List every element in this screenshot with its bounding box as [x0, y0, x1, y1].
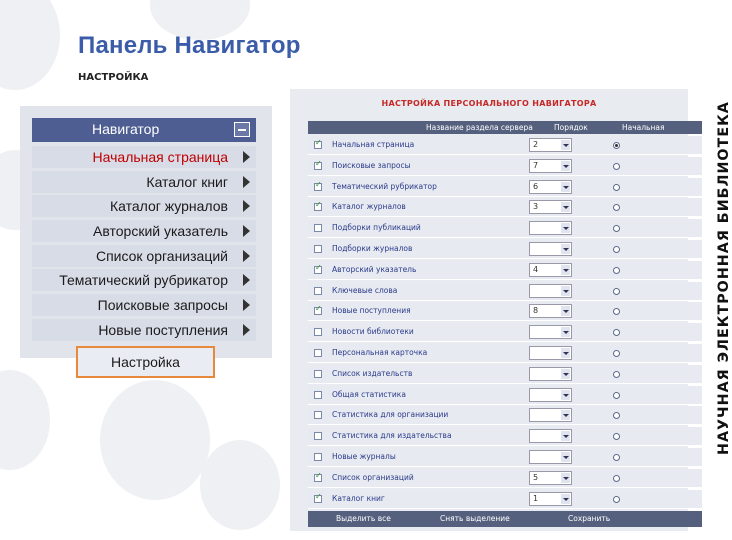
- order-value: 6: [533, 181, 539, 191]
- row-name: Список организаций: [332, 472, 414, 482]
- start-page-radio[interactable]: [613, 433, 620, 440]
- chevron-down-icon: [561, 140, 570, 150]
- start-page-radio[interactable]: [613, 454, 620, 461]
- row-checkbox[interactable]: [314, 391, 322, 399]
- table-row: [308, 469, 702, 488]
- chevron-down-icon: [561, 244, 570, 254]
- row-checkbox[interactable]: [314, 266, 322, 274]
- table-row: [308, 219, 702, 238]
- start-page-radio[interactable]: [613, 329, 620, 336]
- order-value: 7: [533, 160, 539, 170]
- row-name: Каталог книг: [332, 493, 385, 503]
- page-subtitle: НАСТРОЙКА: [78, 72, 149, 83]
- nav-item-new-arrivals[interactable]: [32, 319, 256, 341]
- chevron-down-icon: [561, 286, 570, 296]
- chevron-down-icon: [561, 306, 570, 316]
- nav-item-label: Новые поступления: [98, 322, 228, 338]
- order-select[interactable]: [529, 304, 572, 318]
- arrow-right-icon: [243, 200, 250, 212]
- row-name: Каталог журналов: [332, 202, 406, 212]
- row-name: Ключевые слова: [332, 285, 398, 295]
- save-button[interactable]: Сохранить: [568, 514, 611, 523]
- order-select[interactable]: [529, 180, 572, 194]
- decor-blob: [200, 440, 280, 530]
- decor-blob: [0, 370, 50, 470]
- chevron-down-icon: [561, 327, 570, 337]
- table-row: [308, 406, 702, 425]
- row-checkbox[interactable]: [314, 183, 322, 191]
- order-select[interactable]: [529, 284, 572, 298]
- decor-blob: [100, 380, 210, 500]
- chevron-down-icon: [561, 223, 570, 233]
- table-row: [308, 427, 702, 446]
- start-page-radio[interactable]: [613, 204, 620, 211]
- order-select[interactable]: [529, 408, 572, 422]
- row-name: Поисковые запросы: [332, 160, 411, 170]
- order-select[interactable]: [529, 263, 572, 277]
- start-page-radio[interactable]: [613, 392, 620, 399]
- order-value: 8: [533, 306, 539, 316]
- arrow-right-icon: [243, 176, 250, 188]
- navigator-header: [32, 118, 256, 142]
- arrow-right-icon: [243, 151, 250, 163]
- table-row: [308, 344, 702, 363]
- table-row: [308, 178, 702, 197]
- arrow-right-icon: [243, 250, 250, 262]
- table-row: [308, 282, 702, 301]
- column-header-start: Начальная: [622, 123, 665, 132]
- start-page-radio[interactable]: [613, 412, 620, 419]
- order-select[interactable]: [529, 242, 572, 256]
- nav-item-label: Каталог журналов: [109, 198, 228, 214]
- start-page-radio[interactable]: [613, 475, 620, 482]
- order-select[interactable]: [529, 200, 572, 214]
- chevron-down-icon: [561, 390, 570, 400]
- order-select[interactable]: [529, 429, 572, 443]
- start-page-radio[interactable]: [613, 350, 620, 357]
- row-name: Статистика для издательства: [332, 431, 452, 441]
- chevron-down-icon: [561, 348, 570, 358]
- table-row: [308, 240, 702, 259]
- chevron-down-icon: [561, 473, 570, 483]
- arrow-right-icon: [243, 225, 250, 237]
- order-select[interactable]: [529, 159, 572, 173]
- chevron-down-icon: [561, 431, 570, 441]
- table-row: [308, 386, 702, 405]
- row-checkbox[interactable]: [314, 328, 322, 336]
- order-select[interactable]: [529, 221, 572, 235]
- row-name: Начальная страница: [332, 140, 415, 149]
- nav-item-search-queries[interactable]: [32, 294, 256, 316]
- table-row: [308, 198, 702, 217]
- start-page-radio[interactable]: [613, 371, 620, 378]
- order-select[interactable]: [529, 367, 572, 381]
- nav-item-label: Список организаций: [95, 248, 228, 264]
- table-header: [308, 121, 702, 134]
- row-name: Общая статистика: [332, 389, 406, 399]
- table-row: [308, 136, 702, 155]
- start-page-radio[interactable]: [613, 267, 620, 274]
- nav-item-label: Поисковые запросы: [97, 297, 228, 313]
- chevron-down-icon: [561, 265, 570, 275]
- clear-selection-button[interactable]: Снять выделение: [440, 514, 510, 523]
- arrow-right-icon: [243, 274, 250, 286]
- order-value: 5: [533, 472, 539, 482]
- table-row: [308, 365, 702, 384]
- nav-item-journal-catalog[interactable]: [32, 195, 256, 217]
- navigator-header-label: Навигатор: [92, 121, 160, 137]
- order-select[interactable]: [529, 325, 572, 339]
- row-name: Персональная карточка: [332, 348, 428, 357]
- start-page-radio[interactable]: [613, 184, 620, 191]
- order-value: 2: [533, 140, 539, 149]
- chevron-down-icon: [561, 369, 570, 379]
- column-header-order: Порядок: [554, 123, 588, 132]
- nav-item-label: Каталог книг: [146, 174, 228, 190]
- row-checkbox[interactable]: [314, 287, 322, 295]
- row-name: Статистика для организации: [332, 410, 449, 420]
- row-checkbox[interactable]: [314, 203, 322, 211]
- table-row: [308, 157, 702, 176]
- row-checkbox[interactable]: [314, 245, 322, 253]
- column-header-name: Название раздела сервера: [426, 123, 533, 132]
- chevron-down-icon: [561, 452, 570, 462]
- order-select[interactable]: [529, 138, 572, 152]
- row-name: Новости библиотеки: [332, 327, 414, 337]
- settings-title: НАСТРОЙКА ПЕРСОНАЛЬНОГО НАВИГАТОРА: [381, 99, 597, 108]
- chevron-down-icon: [561, 494, 570, 504]
- row-name: Новые журналы: [332, 452, 396, 461]
- row-name: Тематический рубрикатор: [332, 181, 437, 191]
- row-name: Подборки журналов: [332, 244, 413, 253]
- row-name: Новые поступления: [332, 306, 411, 316]
- select-all-button[interactable]: Выделить все: [336, 514, 391, 523]
- nav-item-book-catalog[interactable]: [32, 171, 256, 193]
- order-value: 4: [533, 264, 539, 274]
- order-select[interactable]: [529, 346, 572, 360]
- table-row: [308, 490, 702, 509]
- chevron-down-icon: [561, 182, 570, 192]
- order-select[interactable]: [529, 450, 572, 464]
- row-checkbox[interactable]: [314, 370, 322, 378]
- row-name: Авторский указатель: [332, 264, 417, 274]
- order-select[interactable]: [529, 388, 572, 402]
- table-row: [308, 261, 702, 280]
- nav-item-rubricator[interactable]: [32, 269, 256, 291]
- arrow-right-icon: [243, 324, 250, 336]
- collapse-icon[interactable]: [234, 122, 250, 137]
- row-name: Список издательств: [332, 368, 413, 378]
- row-checkbox[interactable]: [314, 495, 322, 503]
- start-page-radio[interactable]: [613, 308, 620, 315]
- table-row: [308, 448, 702, 467]
- row-checkbox[interactable]: [314, 162, 322, 170]
- row-checkbox[interactable]: [314, 224, 322, 232]
- table-row: [308, 323, 702, 342]
- start-page-radio[interactable]: [613, 496, 620, 503]
- nav-item-organizations[interactable]: [32, 245, 256, 267]
- order-select[interactable]: [529, 471, 572, 485]
- settings-button[interactable]: Настройка: [76, 346, 215, 378]
- chevron-down-icon: [561, 161, 570, 171]
- table-footer: [308, 511, 702, 527]
- row-checkbox[interactable]: [314, 307, 322, 315]
- order-select[interactable]: [529, 492, 572, 506]
- row-checkbox[interactable]: [314, 432, 322, 440]
- start-page-radio[interactable]: [613, 288, 620, 295]
- start-page-radio[interactable]: [613, 246, 620, 253]
- nav-item-label: Тематический рубрикатор: [59, 272, 228, 288]
- banner-text: НАУЧНАЯ ЭЛЕКТРОННАЯ БИБЛИОТЕКА: [716, 101, 732, 455]
- decor-blob: [0, 0, 60, 90]
- order-value: 1: [533, 493, 539, 503]
- chevron-down-icon: [561, 202, 570, 212]
- row-checkbox[interactable]: [314, 453, 322, 461]
- table-row: [308, 302, 702, 321]
- start-page-radio[interactable]: [613, 142, 620, 149]
- nav-item-start-page[interactable]: [32, 146, 256, 168]
- order-value: 3: [533, 202, 539, 212]
- nav-item-author-index[interactable]: [32, 220, 256, 242]
- nav-item-label: Авторский указатель: [93, 223, 228, 239]
- page-title: Панель Навигатор: [78, 32, 301, 59]
- start-page-radio[interactable]: [613, 225, 620, 232]
- nav-item-label: Начальная страница: [92, 149, 228, 165]
- start-page-radio[interactable]: [613, 163, 620, 170]
- row-name: Подборки публикаций: [332, 223, 421, 233]
- row-checkbox[interactable]: [314, 349, 322, 357]
- arrow-right-icon: [243, 299, 250, 311]
- row-checkbox[interactable]: [314, 411, 322, 419]
- chevron-down-icon: [561, 410, 570, 420]
- row-checkbox[interactable]: [314, 474, 322, 482]
- row-checkbox[interactable]: [314, 141, 322, 149]
